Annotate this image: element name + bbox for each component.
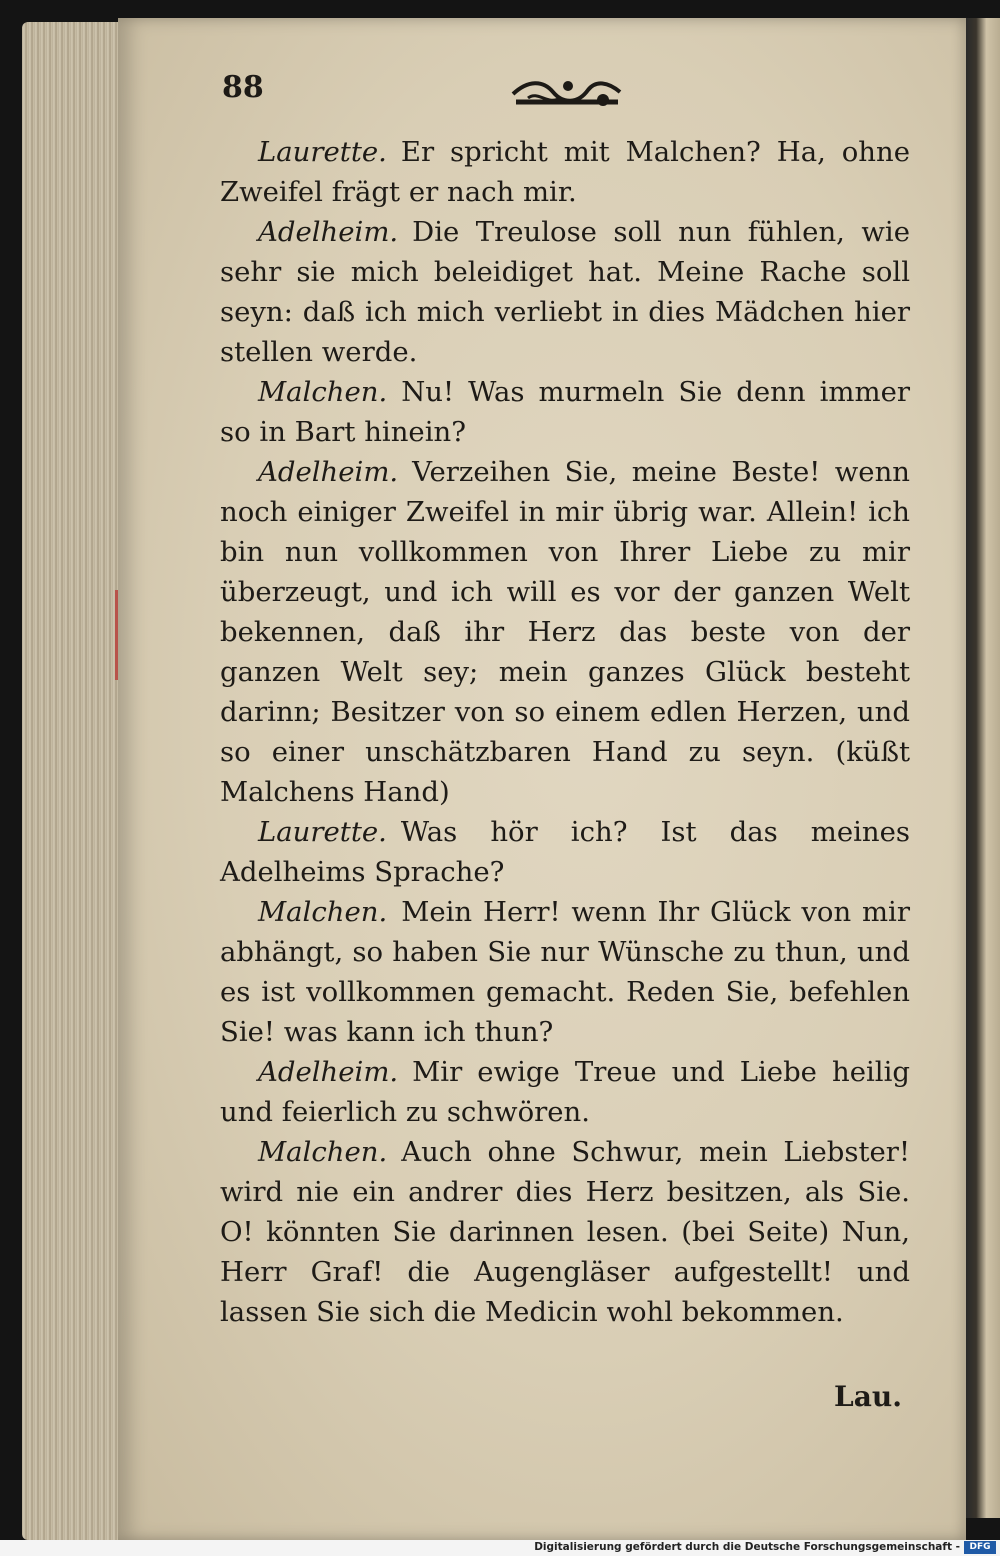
dialogue-text: Was hör ich? Ist das meines Adelheims Sprache?	[220, 816, 910, 888]
speaker-name: Malchen.	[258, 376, 388, 408]
speaker-name: Adelheim.	[258, 216, 399, 248]
speaker-name: Malchen.	[258, 896, 388, 928]
dialogue-text: Er spricht mit Malchen? Ha, ohne Zweifel frägt er nach mir.	[220, 136, 910, 208]
page-text	[220, 132, 910, 1332]
catchword: Lau.	[834, 1380, 902, 1413]
stage-direction: (bei Seite)	[681, 1216, 830, 1248]
dialogue-text: Nun, Herr Graf! die Augengläser aufgestellt! und lassen Sie sich die Medicin wohl bekommen.	[220, 1216, 910, 1328]
dialogue-line	[220, 132, 910, 212]
dialogue-line	[220, 892, 910, 1052]
dialogue-line	[220, 372, 910, 452]
dialogue-text: Mir ewige Treue und Liebe heilig und feierlich zu schwören.	[220, 1056, 910, 1128]
dialogue-line	[220, 1052, 910, 1132]
dialogue-text: Nu! Was murmeln Sie denn immer so in Bart hinein?	[220, 376, 910, 448]
speaker-name: Adelheim.	[258, 1056, 399, 1088]
dialogue-text: Die Treulose soll nun fühlen, wie sehr sie mich beleidiget hat. Meine Rache soll seyn: daß ich mich verliebt in dies Mädchen hier stellen werde.	[220, 216, 910, 368]
dialogue-text: Verzeihen Sie, meine Beste! wenn noch einiger Zweifel in mir übrig war. Allein! ich bin nun vollkommen von Ihrer Liebe zu mir überzeugt, und ich will es vor der ganzen Welt bekennen, daß ihr Herz das beste von der ganzen Welt sey; mein ganzes Glück besteht darinn; Besitzer von so einem edlen Herzen, und so einer unschätzbaren Hand zu seyn.	[220, 456, 910, 768]
dialogue-line	[220, 812, 910, 892]
ornament-icon	[508, 72, 628, 112]
speaker-name: Malchen.	[258, 1136, 388, 1168]
stage-direction: (küßt Malchens Hand)	[220, 736, 910, 808]
page-header	[222, 70, 922, 120]
dialogue-line	[220, 1132, 910, 1332]
dialogue-text: Mein Herr! wenn Ihr Glück von mir abhängt, so haben Sie nur Wünsche zu thun, und es ist vollkommen gemacht. Reden Sie, befehlen Sie! was kann ich thun?	[220, 896, 910, 1048]
speaker-name: Adelheim.	[258, 456, 399, 488]
dialogue-line	[220, 212, 910, 372]
dfg-logo: DFG	[964, 1541, 996, 1554]
dialogue-text: Auch ohne Schwur, mein Liebster! wird nie ein andrer dies Herz besitzen, als Sie. O! könnten Sie darinnen lesen.	[220, 1136, 910, 1248]
speaker-name: Laurette.	[258, 136, 387, 168]
page-number: 88	[222, 70, 264, 105]
speaker-name: Laurette.	[258, 816, 387, 848]
funding-credit: Digitalisierung gefördert durch die Deutsche Forschungsgemeinschaft -	[534, 1541, 960, 1553]
dialogue-line	[220, 452, 910, 812]
facing-page-edge	[966, 18, 1000, 1518]
red-margin-mark	[115, 590, 118, 680]
